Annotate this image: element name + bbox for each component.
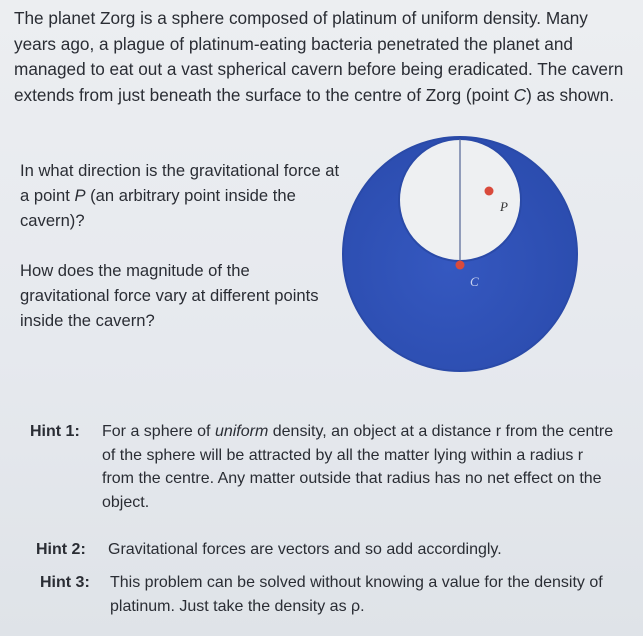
hint-2-text: Gravitational forces are vectors and so add accordingly. [108, 541, 502, 558]
hint-1-before: For a sphere of [102, 423, 215, 440]
problem-intro [14, 6, 624, 108]
question-magnitude [20, 258, 340, 333]
point-c-dot [456, 261, 465, 270]
zorg-diagram [340, 128, 580, 378]
intro-suffix: ) as shown. [526, 84, 614, 105]
hint-1-label: Hint 1: [30, 423, 80, 440]
question2-text: How does the magnitude of the gravitational force vary at different points inside the cavern? [20, 261, 319, 330]
hint-2-label: Hint 2: [36, 541, 86, 558]
question1-after: (an arbitrary point inside the cavern)? [20, 186, 296, 230]
point-p-label: P [500, 199, 508, 214]
hint-1-emphasis: uniform [214, 423, 269, 440]
hint-3-label: Hint 3: [40, 574, 90, 591]
point-p-dot [485, 187, 494, 196]
intro-text: The planet Zorg is a sphere composed of platinum of uniform density. Many years ago, a plague of platinum-eating bacteria penetrated the planet and managed to eat out a vast spherical cavern before being eradicated. The cavern extends from just beneath the surface to the centre of Zorg (point [14, 8, 624, 105]
question1-before: In what direction is the gravitational force at a point [20, 161, 340, 205]
point-c-label: C [470, 274, 479, 289]
hint-1-text [102, 420, 614, 514]
hint-1-after: density, an object at a distance r from the centre of the sphere will be attracted by all the matter lying within a radius r from the centre. Any matter outside that radius has no net effect on the object. [102, 423, 614, 511]
question1-point-p: P [74, 186, 86, 205]
question-direction [20, 158, 340, 233]
hint-3-text: This problem can be solved without knowing a value for the density of platinum. Just take the density as ρ. [110, 574, 603, 615]
intro-point-c: C [513, 84, 527, 105]
